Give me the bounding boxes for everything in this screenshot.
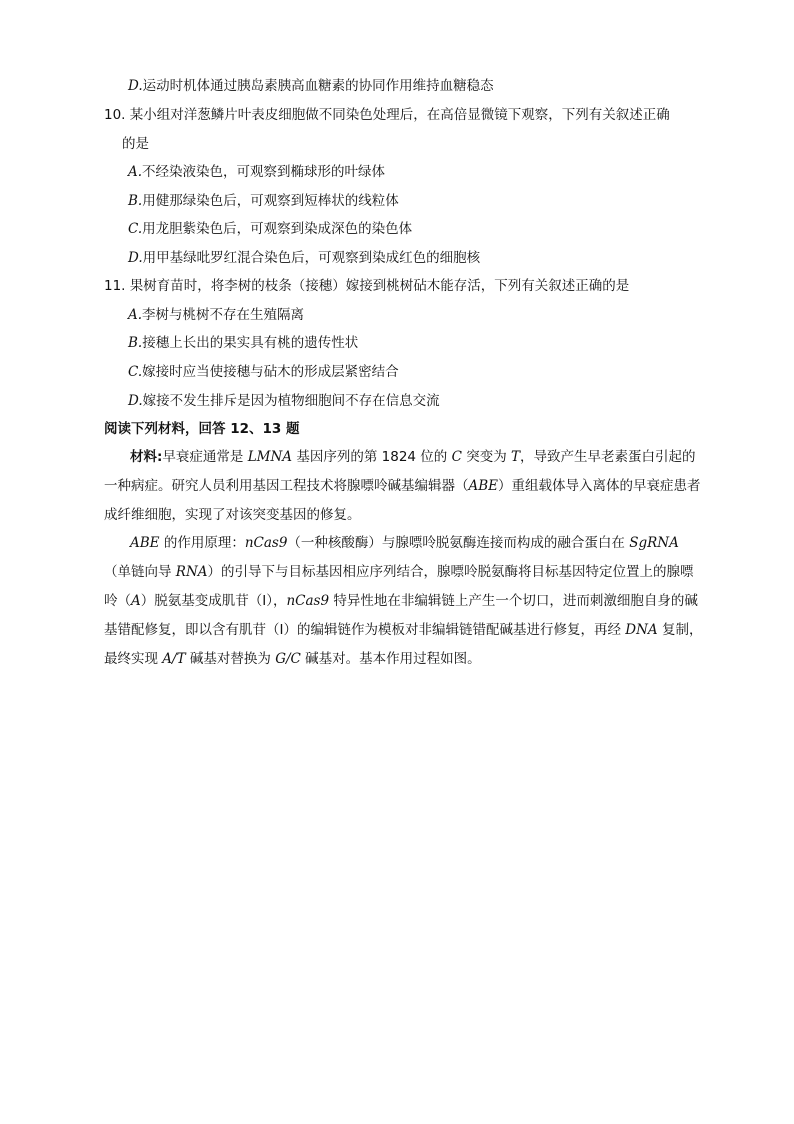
option-letter: D. <box>128 250 143 266</box>
option-letter: C. <box>128 221 143 237</box>
text-run: ，导致产生早老素蛋白引起的一种病症。研究人员利用基因工程技术将腺嘌呤碱基编辑器（ <box>104 449 696 494</box>
text-run: 特异性地在非编辑链上产生一个切口，进而刺激细胞自身的碱基错配修复，即以含有肌苷（I）的编辑链作为模板对非编辑链错配碱基进行修复，再经 <box>104 593 698 638</box>
rna-term: RNA <box>175 564 208 580</box>
base-t: T <box>511 449 521 465</box>
q10-stem-line2: 的是 <box>122 136 149 152</box>
q10-option-d <box>128 248 480 268</box>
gene-name: LMNA <box>247 449 293 465</box>
q10-stem-line1: 10. 某小组对洋葱鳞片叶表皮细胞做不同染色处理后，在高倍显微镜下观察，下列有关叙述正确 <box>104 107 670 123</box>
text-run: 碱基对。基本作用过程如图。 <box>300 651 481 667</box>
base-c: C <box>451 449 462 465</box>
abe-term: ABE <box>468 478 499 494</box>
option-letter: B. <box>128 335 143 351</box>
ncas9-term: nCas9 <box>286 593 330 609</box>
text-run: ）的引导下与目标基因相应序列结合，腺嘌呤脱氨酶将目标基因特定位置上的腺嘌呤（ <box>104 564 694 609</box>
option-letter: D. <box>128 78 143 94</box>
option-text: 不经染液染色，可观察到椭球形的叶绿体 <box>142 164 386 180</box>
ncas9-term: nCas9 <box>244 535 288 551</box>
text-run: 基因序列的第 1824 位的 <box>292 449 452 465</box>
abe-term: ABE <box>130 535 160 551</box>
text-run: 早衰症通常是 <box>162 449 248 465</box>
adenine-term: A <box>131 593 141 609</box>
option-letter: C. <box>128 364 143 380</box>
option-text: 用健那绿染色后，可观察到短棒状的线粒体 <box>142 193 399 209</box>
q9-option-d <box>128 76 494 96</box>
text-run: （一种核酸酶）与腺嘌呤脱氨酶连接而构成的融合蛋白在 <box>287 535 630 551</box>
option-text: 用甲基绿吡罗红混合染色后，可观察到染成红色的细胞核 <box>142 250 481 266</box>
text-run: 复制，最终实现 <box>104 622 703 667</box>
q11-option-c <box>128 362 399 382</box>
abe-principle-paragraph <box>104 529 704 674</box>
q10-option-c <box>128 219 412 239</box>
material-paragraph <box>104 443 704 530</box>
q11-option-b <box>128 333 358 353</box>
option-letter: D. <box>128 393 143 409</box>
option-text: 接穗上长出的果实具有桃的遗传性状 <box>142 335 359 351</box>
text-run: （单链向导 <box>104 564 176 580</box>
text-run: 碱基对替换为 <box>185 651 276 667</box>
gc-pair-term: G/C <box>275 651 301 667</box>
text-run: 的作用原理： <box>159 535 245 551</box>
option-letter: B. <box>128 193 143 209</box>
option-text: 李树与桃树不存在生殖隔离 <box>142 307 305 323</box>
option-letter: A. <box>128 164 143 180</box>
dna-term: DNA <box>625 622 658 638</box>
reading-header: 阅读下列材料，回答 12、13 题 <box>104 421 300 437</box>
q11-stem: 11. 果树育苗时，将李树的枝条（接穗）嫁接到桃树砧木能存活，下列有关叙述正确的是 <box>104 278 630 294</box>
sgrna-term: SgRNA <box>629 535 679 551</box>
at-pair-term: A/T <box>162 651 186 667</box>
option-text: 运动时机体通过胰岛素胰高血糖素的协同作用维持血糖稳态 <box>142 78 494 94</box>
option-text: 嫁接不发生排斥是因为植物细胞间不存在信息交流 <box>142 393 440 409</box>
text-run: 突变为 <box>461 449 512 465</box>
text-run: ）重组载体导入离体的早衰症患者成纤维细胞，实现了对该突变基因的修复。 <box>104 478 701 523</box>
q10-option-a <box>128 162 385 182</box>
option-letter: A. <box>128 307 143 323</box>
material-label: 材料: <box>130 449 163 465</box>
text-run: ）脱氨基变成肌苷（I）， <box>140 593 287 609</box>
q11-option-d <box>128 391 440 411</box>
q10-option-b <box>128 191 399 211</box>
q11-option-a <box>128 305 304 325</box>
option-text: 用龙胆紫染色后，可观察到染成深色的染色体 <box>142 221 413 237</box>
option-text: 嫁接时应当使接穗与砧木的形成层紧密结合 <box>142 364 399 380</box>
